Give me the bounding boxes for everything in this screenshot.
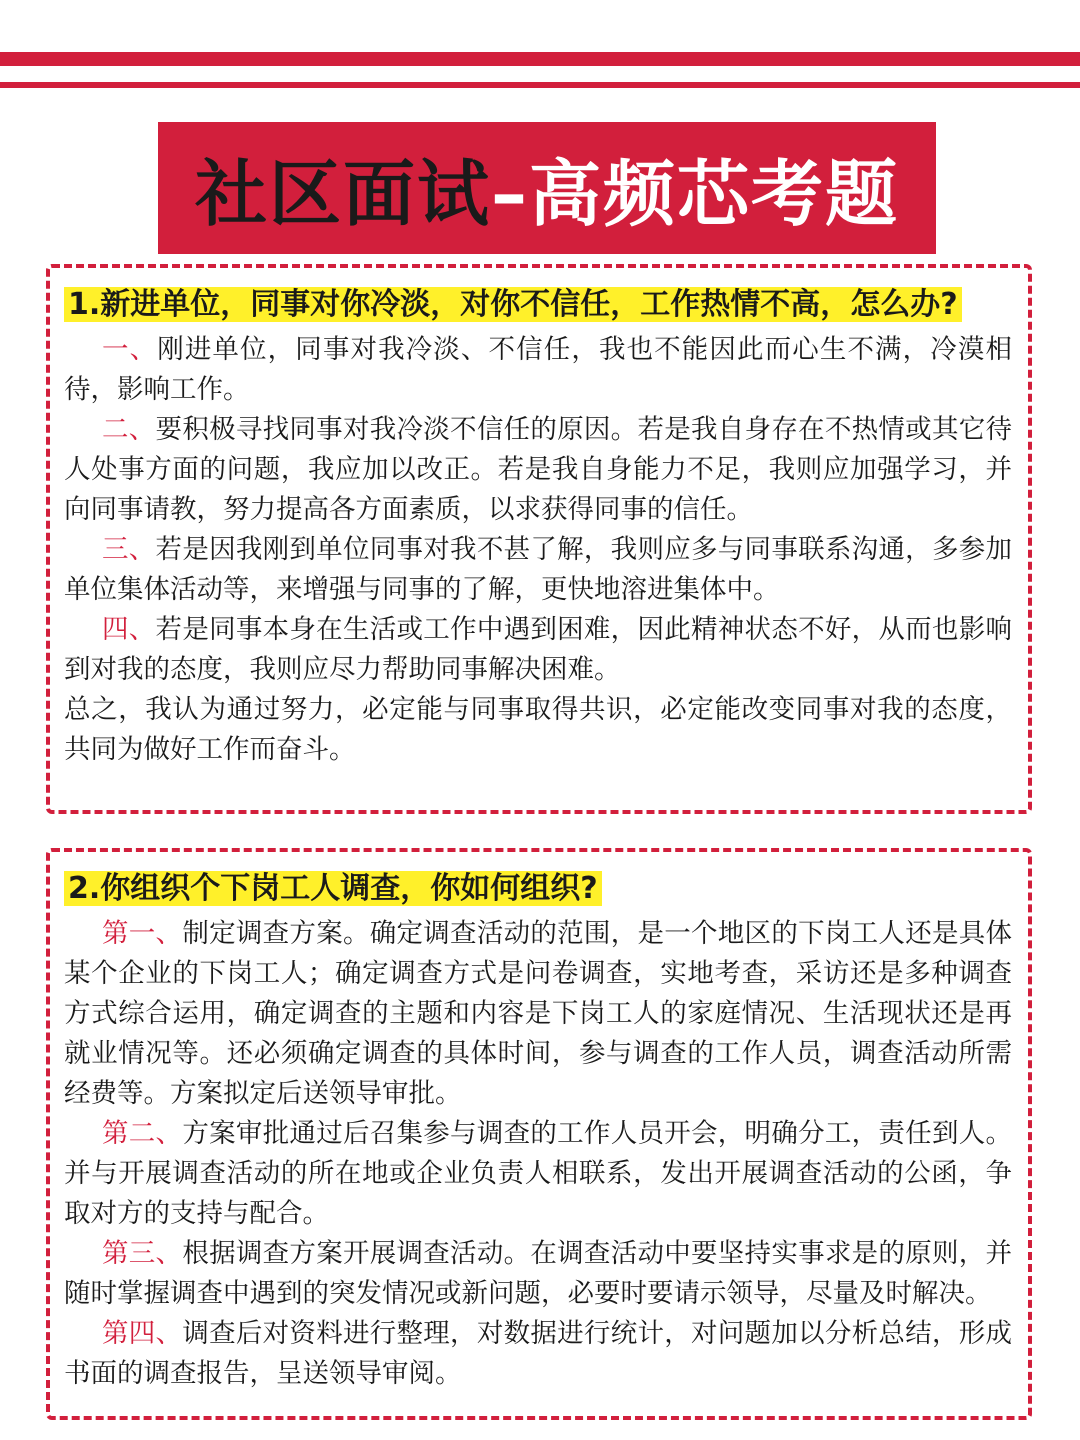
answer-text: 制定调查方案。确定调查活动的范围，是一个地区的下岗工人还是具体某个企业的下岗工人；确定调查方式是问卷调查，实地考查，采访还是多种调查方式综合运用，确定调查的主题和内容是下岗工人的家庭情况、生活现状还是再就业情况等。还必须确定调查的具体时间，参与调查的工作人员，调查活动所需经费等。方案拟定后送领导审批。 [64, 918, 1013, 1109]
answer-text: 调查后对资料进行整理，对数据进行统计，对问题加以分析总结，形成书面的调查报告，呈送领导审阅。 [64, 1318, 1013, 1389]
answer-marker: 第四、 [102, 1318, 183, 1349]
title-dark-text: 社区面试 [194, 152, 491, 236]
answer-text: 方案审批通过后召集参与调查的工作人员开会，明确分工，责任到人。并与开展调查活动的所在地或企业负责人相联系，发出开展调查活动的公函，争取对方的支持与配合。 [64, 1118, 1013, 1229]
answer-marker: 四、 [102, 614, 156, 645]
answer-text: 刚进单位，同事对我冷淡、不信任，我也不能因此而心生不满，冷漠相待，影响工作。 [64, 334, 1012, 405]
answer-marker: 第一、 [102, 918, 183, 949]
answer-paragraph [64, 330, 1012, 410]
answer-paragraph [64, 410, 1012, 530]
answer-text: 要积极寻找同事对我冷淡不信任的原因。若是我自身存在不热情或其它待人处事方面的问题，我应加以改正。若是我自身能力不足，我则应加强学习，并向同事请教，努力提高各方面素质，以求获得同事的信任。 [64, 414, 1013, 525]
title-light-text: –高频芯考题 [491, 152, 900, 236]
answer-paragraph [64, 1234, 1012, 1314]
conclusion-paragraph: 总之，我认为通过努力，必定能与同事取得共识，必定能改变同事对我的态度，共同为做好工作而奋斗。 [64, 694, 1012, 765]
question-text: 2.你组织个下岗工人调查，你如何组织? [64, 871, 602, 906]
answer-paragraph [64, 1114, 1012, 1234]
title-banner [158, 122, 936, 254]
answer-paragraph [64, 914, 1012, 1114]
answer-marker: 一、 [102, 334, 158, 365]
top-stripe-thick [0, 52, 1080, 66]
answer-text: 根据调查方案开展调查活动。在调查活动中要坚持实事求是的原则，并随时掌握调查中遇到的突发情况或新问题，必要时要请示领导，尽量及时解决。 [64, 1238, 1013, 1309]
answer-marker: 二、 [102, 414, 156, 445]
answer-paragraph [64, 1314, 1012, 1394]
question-heading [64, 866, 1012, 912]
qa-section-1 [46, 264, 1032, 814]
answer-marker: 三、 [102, 534, 156, 565]
question-heading [64, 282, 1012, 328]
answer-text: 若是同事本身在生活或工作中遇到困难，因此精神状态不好，从而也影响到对我的态度，我则应尽力帮助同事解决困难。 [64, 614, 1013, 685]
question-text: 1.新进单位，同事对你冷淡，对你不信任，工作热情不高，怎么办? [64, 287, 962, 322]
answer-marker: 第二、 [102, 1118, 183, 1149]
top-stripe-thin [0, 82, 1080, 88]
answer-paragraph [64, 610, 1012, 690]
answer-paragraph [64, 530, 1012, 610]
answer-text: 若是因我刚到单位同事对我不甚了解，我则应多与同事联系沟通，多参加单位集体活动等，来增强与同事的了解，更快地溶进集体中。 [64, 534, 1013, 605]
answer-marker: 第三、 [102, 1238, 183, 1269]
qa-section-2 [46, 848, 1032, 1420]
